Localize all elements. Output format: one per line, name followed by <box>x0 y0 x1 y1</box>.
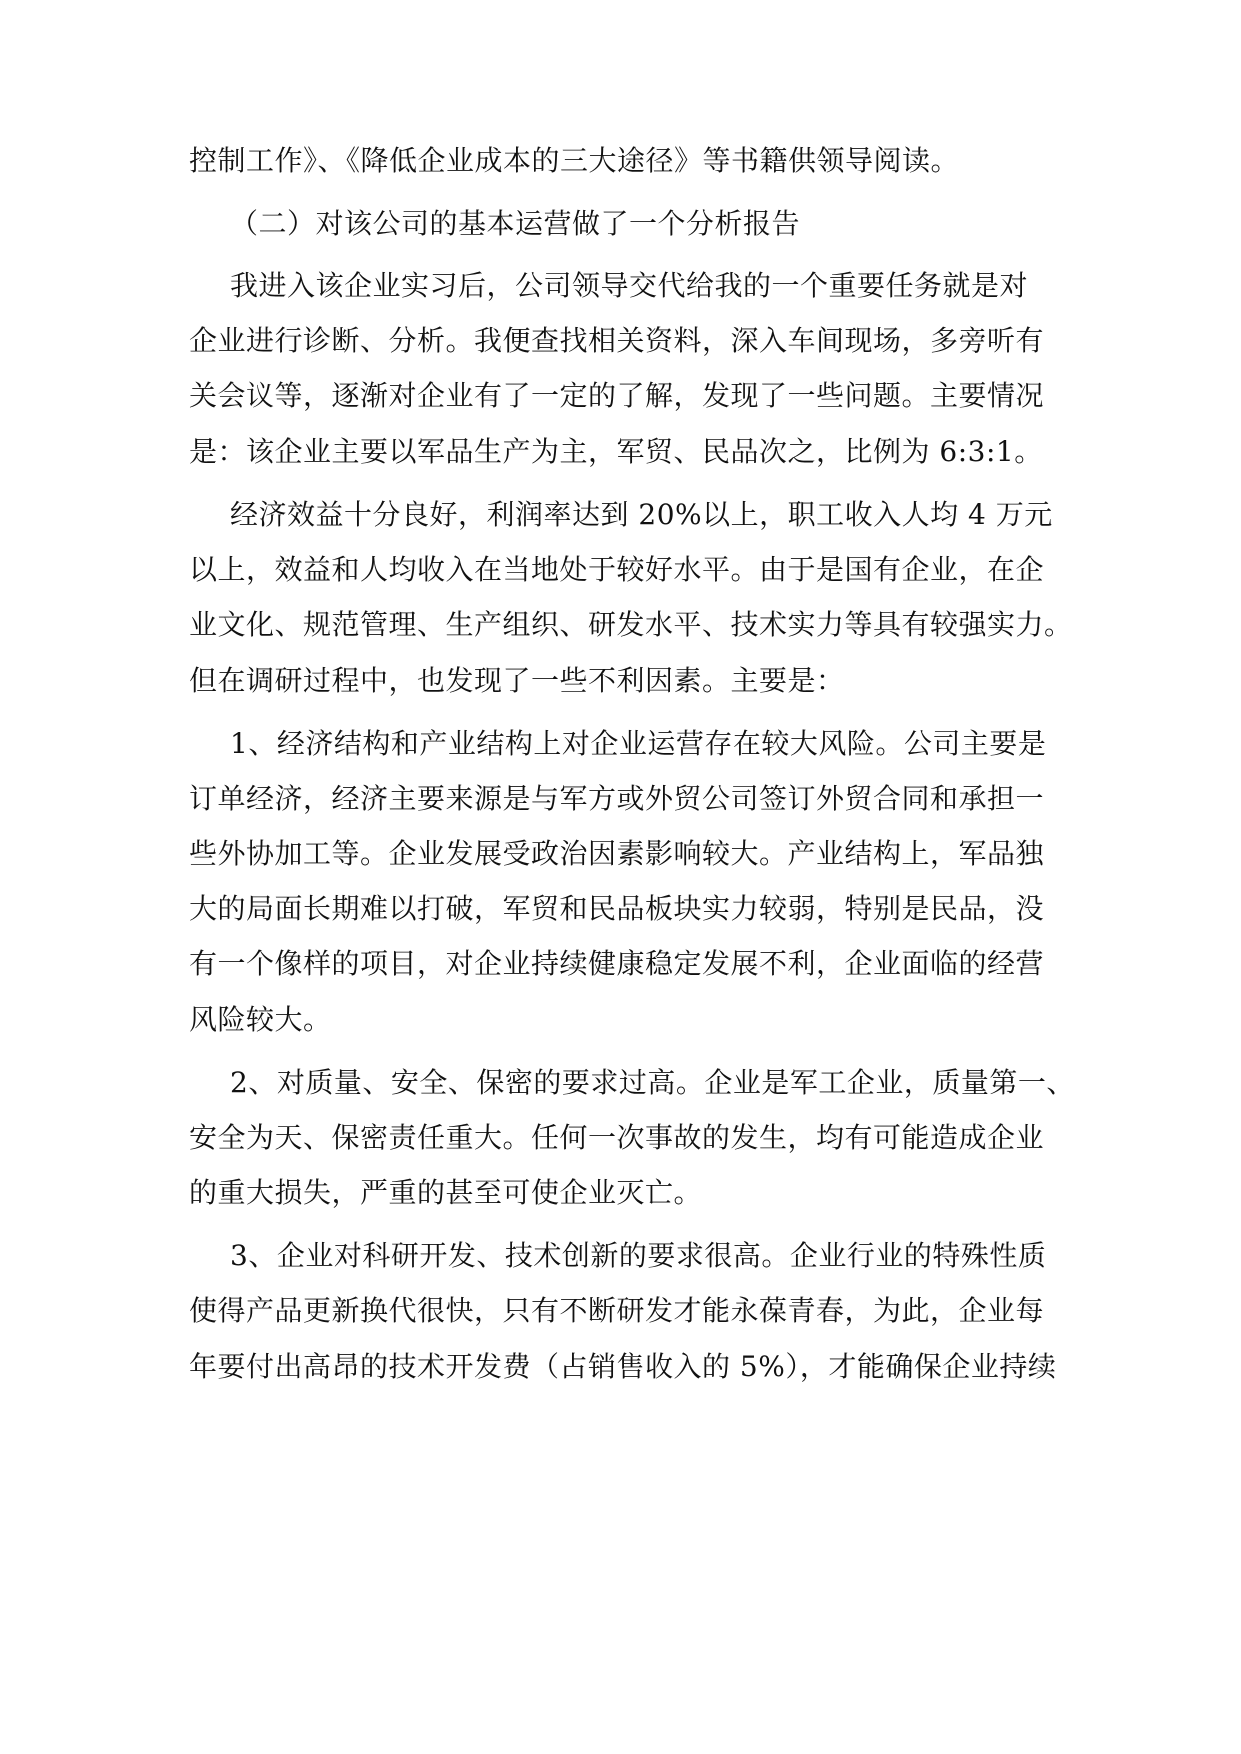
text-line: 经济效益十分良好，利润率达到 20%以上，职工收入人均 4 万元 <box>230 498 1053 531</box>
text-line: 使得产品更新换代很快，只有不断研发才能永葆青春，为此，企业每 <box>189 1294 1045 1327</box>
text-line: 但在调研过程中，也发现了一些不利因素。主要是： <box>189 664 845 697</box>
text-line: 我进入该企业实习后，公司领导交代给我的一个重要任务就是对 <box>230 269 1029 302</box>
text-line: 以上，效益和人均收入在当地处于较好水平。由于是国有企业，在企 <box>189 553 1045 586</box>
text-line: 是：该企业主要以军品生产为主，军贸、民品次之，比例为 6:3:1。 <box>189 435 1043 468</box>
text-line: 控制工作》、《降低企业成本的三大途径》等书籍供领导阅读。 <box>189 144 960 177</box>
text-line: 的重大损失，严重的甚至可使企业灭亡。 <box>189 1176 703 1209</box>
text-line: 企业进行诊断、分析。我便查找相关资料，深入车间现场，多旁听有 <box>189 324 1045 357</box>
list-item-2: 2、对质量、安全、保密的要求过高。企业是军工企业，质量第一、 <box>230 1066 1075 1099</box>
text-line: 有一个像样的项目，对企业持续健康稳定发展不利，企业面临的经营 <box>189 947 1045 980</box>
text-line: 订单经济，经济主要来源是与军方或外贸公司签订外贸合同和承担一 <box>189 782 1045 815</box>
list-item-1: 1、经济结构和产业结构上对企业运营存在较大风险。公司主要是 <box>230 727 1047 760</box>
text-line: 年要付出高昂的技术开发费（占销售收入的 5%），才能确保企业持续 <box>189 1350 1057 1383</box>
text-line: 安全为天、保密责任重大。任何一次事故的发生，均有可能造成企业 <box>189 1121 1045 1154</box>
list-item-3: 3、企业对科研开发、技术创新的要求很高。企业行业的特殊性质 <box>230 1239 1047 1272</box>
text-line: 业文化、规范管理、生产组织、研发水平、技术实力等具有较强实力。 <box>189 608 1073 641</box>
text-line: 关会议等，逐渐对企业有了一定的了解，发现了一些问题。主要情况 <box>189 379 1045 412</box>
section-heading: （二）对该公司的基本运营做了一个分析报告 <box>230 207 801 240</box>
text-line: 些外协加工等。企业发展受政治因素影响较大。产业结构上，军品独 <box>189 837 1045 870</box>
text-line: 风险较大。 <box>189 1003 332 1036</box>
text-line: 大的局面长期难以打破，军贸和民品板块实力较弱，特别是民品，没 <box>189 892 1045 925</box>
